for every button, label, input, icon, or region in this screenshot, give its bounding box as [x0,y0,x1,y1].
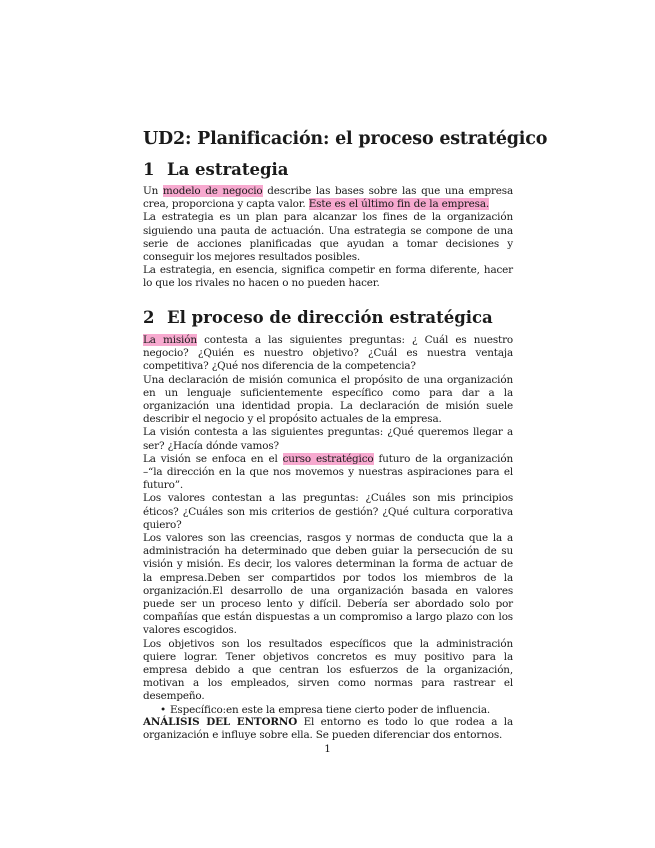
vision-focus-paragraph: La visión se enfoca en el curso estratégico futuro de la organización –“la dirección en la que nos movemos y nuestras aspiraciones para el futuro”. [143,452,513,492]
strategy-plan-paragraph: La estrategia es un plan para alcanzar los fines de la organización siguiendo una pauta de actuación. Una estrategia se compone de una serie de acciones planificadas que ayudan a tomar decisiones y conseguir los mejores resultados posibles. [143,211,513,264]
values-paragraph: Los valores son las creencias, rasgos y normas de conducta que la a administración ha determinado que deben guiar la persecución de su visión y misión. Es decir, los valores determinan la forma de actuar de la empresa.Deben ser compartidos por todos los miembros de la organización.El desarrollo de una organización basada en valores puede ser un proceso lento y difícil. Debería ser abordado solo por compañías que están dispuestas a un compromiso a largo plazo con los valores escogidos. [143,532,513,637]
page-number: 1 [324,743,331,755]
specific-environment-item: Específico:en este la empresa tiene cierto poder de influencia. [170,704,491,716]
list-item [160,704,490,717]
mission-paragraph: La misión contesta a las siguientes preguntas: ¿ Cuál es nuestro negocio? ¿Quién es nuestro objetivo? ¿Cuál es nuestra ventaja competitiva? ¿Qué nos diferencia de la competencia? [143,334,514,373]
section-2-title: El proceso de dirección estratégica [167,308,493,327]
vision-questions-paragraph: La visión contesta a las siguientes preguntas: ¿Qué queremos llegar a ser? ¿Hacía dónde vamos? [143,426,513,452]
section-1-number: 1 [143,160,155,179]
strategy-essence-paragraph: La estrategia, en esencia, significa competir en forma diferente, hacer lo que los rivales no hacen o no pueden hacer. [143,264,513,290]
section-2-heading [143,308,493,327]
highlight-mission: La misión [143,334,197,346]
mission-statement-paragraph: Una declaración de misión comunica el propósito de una organización en un lenguaje suficientemente específico como para dar a la organización una identidad propia. La declaración de misión suele describir el negocio y el propósito actuales de la empresa. [143,373,513,426]
bullet-marker: • [160,704,166,716]
objectives-paragraph: Los objetivos son los resultados específicos que la administración quiere lograr. Tener objetivos concretos es muy positivo para la empresa debido a que centran los esfuerzos de la organización, motivan a los empleados, sirven como normas para rastrear el desempeño. [143,637,513,703]
environment-analysis-paragraph: ANÁLISIS DEL ENTORNO El entorno es todo lo que rodea a la organización e influye sobre ella. Se pueden diferenciar dos entornos. [143,715,514,741]
highlight-ultimate-goal: Este es el último fin de la empresa. [308,198,490,211]
environment-analysis-label: ANÁLISIS DEL ENTORNO [143,715,298,728]
section-1-title: La estrategia [167,160,289,179]
section-2-body [143,334,513,742]
section-2-number: 2 [143,308,155,327]
business-model-paragraph: Un modelo de negocio describe las bases sobre las que una empresa crea, proporciona y capta valor. Este es el último fin de la empresa. [143,185,513,211]
highlight-strategic-course: curso estratégico [282,452,374,465]
section-1-heading [143,160,288,179]
values-questions-paragraph: Los valores contestan a las preguntas: ¿Cuáles son mis principios éticos? ¿Cuáles son mis criterios de gestión? ¿Qué cultura corporativa quiero? [143,492,513,531]
highlight-business-model: modelo de negocio [162,185,263,197]
section-1-body [143,185,513,291]
document-title: UD2: Planificación: el proceso estratégico [143,129,548,149]
